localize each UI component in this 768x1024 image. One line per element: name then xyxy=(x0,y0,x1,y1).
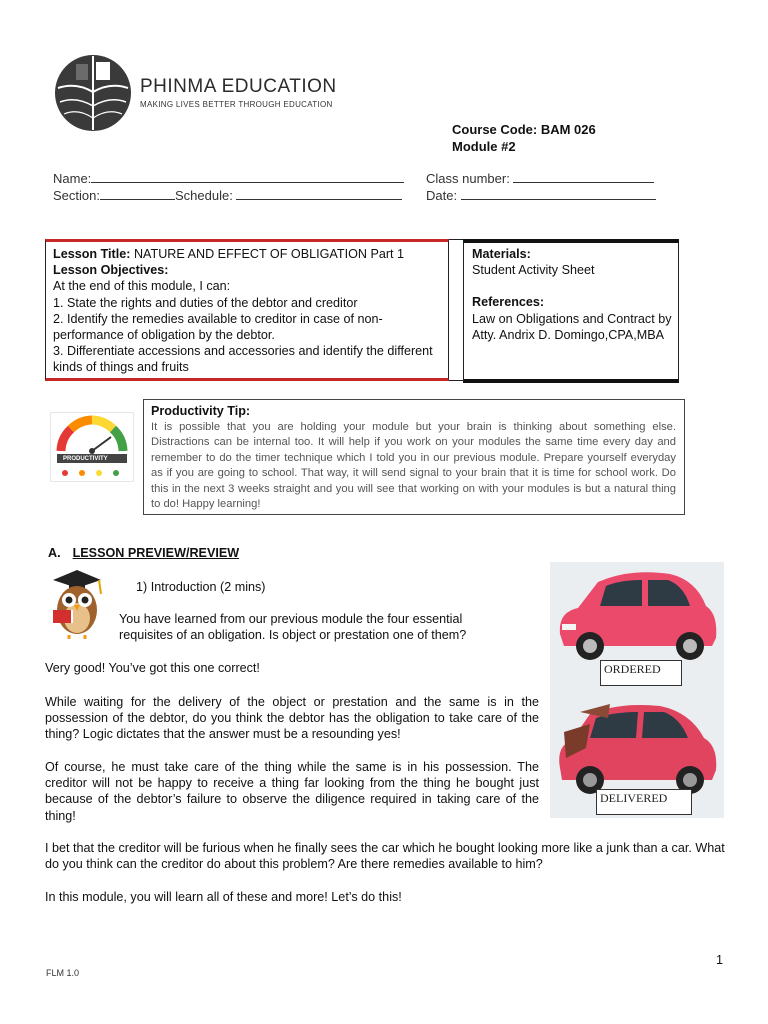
course-info xyxy=(452,121,596,155)
lesson-content xyxy=(53,246,449,376)
lesson-title-label: Lesson Title: xyxy=(53,247,131,261)
owl-graduate-icon xyxy=(45,566,105,640)
paragraph-6: In this module, you will learn all of these and more! Let’s do this! xyxy=(45,890,402,904)
schedule-label: Schedule: xyxy=(174,188,233,203)
references-value: Law on Obligations and Contract by Atty. Andrix D. Domingo,CPA,MBA xyxy=(472,311,672,342)
name-field[interactable] xyxy=(53,170,404,186)
brand-tagline: MAKING LIVES BETTER THROUGH EDUCATION xyxy=(140,100,333,109)
name-line[interactable] xyxy=(91,170,404,183)
tip-title: Productivity Tip: xyxy=(151,404,251,418)
intro-heading: 1) Introduction (2 mins) xyxy=(136,580,266,594)
objective-item: 2. Identify the remedies available to creditor in case of non-performance of obligation by the debtor. xyxy=(53,311,383,343)
lesson-title-row xyxy=(53,246,449,262)
paragraph-5: I bet that the creditor will be furious when he finally sees the car which he bought looking more like a junk than a car. What do you think can the creditor do about this problem? Are there remedies available to him? xyxy=(45,841,725,872)
schedule-line[interactable] xyxy=(236,187,402,200)
date-label: Date: xyxy=(426,188,458,203)
delivered-label: DELIVERED xyxy=(596,789,692,815)
materials-value: Student Activity Sheet xyxy=(472,263,595,278)
car-comparison-image xyxy=(550,562,724,818)
objective-item: 3. Differentiate accessions and accessories and identify the different kinds of things and fruits xyxy=(53,344,433,375)
section-schedule-field[interactable] xyxy=(53,187,402,203)
class-number-line[interactable] xyxy=(513,170,654,183)
class-number-field[interactable] xyxy=(426,170,654,186)
section-heading xyxy=(48,546,239,560)
module-number: Module #2 xyxy=(452,139,516,154)
owl-mascot xyxy=(45,566,105,640)
productivity-gauge xyxy=(50,412,134,482)
objective-item: 1. State the rights and duties of the debtor and creditor xyxy=(53,295,358,310)
name-label: Name: xyxy=(53,171,92,186)
section-letter: A. xyxy=(48,546,61,560)
lesson-title: NATURE AND EFFECT OF OBLIGATION Part 1 xyxy=(133,247,405,261)
paragraph-1: You have learned from our previous module the four essential requisites of an obligation. Is object or prestation one of them? xyxy=(119,612,467,643)
phinma-logo xyxy=(52,52,134,134)
date-field[interactable] xyxy=(426,187,656,203)
date-line[interactable] xyxy=(461,187,656,200)
speedometer-icon xyxy=(51,413,133,481)
course-code: Course Code: BAM 026 xyxy=(452,122,596,137)
materials-label: Materials: xyxy=(472,247,531,261)
wrecked-car-icon xyxy=(559,704,716,794)
objectives-label: Lesson Objectives: xyxy=(53,263,169,278)
references-label: References: xyxy=(472,295,545,310)
page-number: 1 xyxy=(716,953,724,967)
section-line[interactable] xyxy=(100,187,175,200)
brand-name: PHINMA EDUCATION xyxy=(140,76,337,97)
tip-body: It is possible that you are holding your module but your brain is thinking about something else. Distractions can be internal too. It will help if you work on your modules the same time every day and remember to do the timer technique which I told you in our previous module. Prepare yourself everyday as if you are going to school. That way, it will send signal to your brain that it is time for school work. Do this in the next 3 weeks straight and you will see that working on with your modules is but a natural thing to do! Happy learning! xyxy=(151,421,676,511)
cars-illustration xyxy=(550,562,724,818)
globe-book-icon xyxy=(52,52,134,134)
materials-content xyxy=(472,246,672,343)
paragraph-2: Very good! You’ve got this one correct! xyxy=(45,661,260,675)
box-separator xyxy=(449,239,463,381)
paragraph-3: While waiting for the delivery of the object or prestation and the same is in the possession of the debtor, do you think the debtor has the obligation to take care of the thing? Logic dictates that the answer must be a resounding yes! xyxy=(45,695,539,742)
section-label: Section: xyxy=(53,188,100,203)
ordered-label: ORDERED xyxy=(600,660,682,686)
flm-version: FLM 1.0 xyxy=(46,968,80,978)
objectives-intro: At the end of this module, I can: xyxy=(53,279,231,294)
gauge-label: PRODUCTIVITY xyxy=(63,456,108,462)
section-title: LESSON PREVIEW/REVIEW xyxy=(72,546,240,560)
class-number-label: Class number: xyxy=(426,171,510,186)
new-car-icon xyxy=(560,572,716,660)
paragraph-4: Of course, he must take care of the thing while the same is in his possession. The creditor will not be happy to receive a thing far looking from the thing he bought just because of the debtor’s failure to observe the diligence required in taking care of the thing! xyxy=(45,760,539,823)
